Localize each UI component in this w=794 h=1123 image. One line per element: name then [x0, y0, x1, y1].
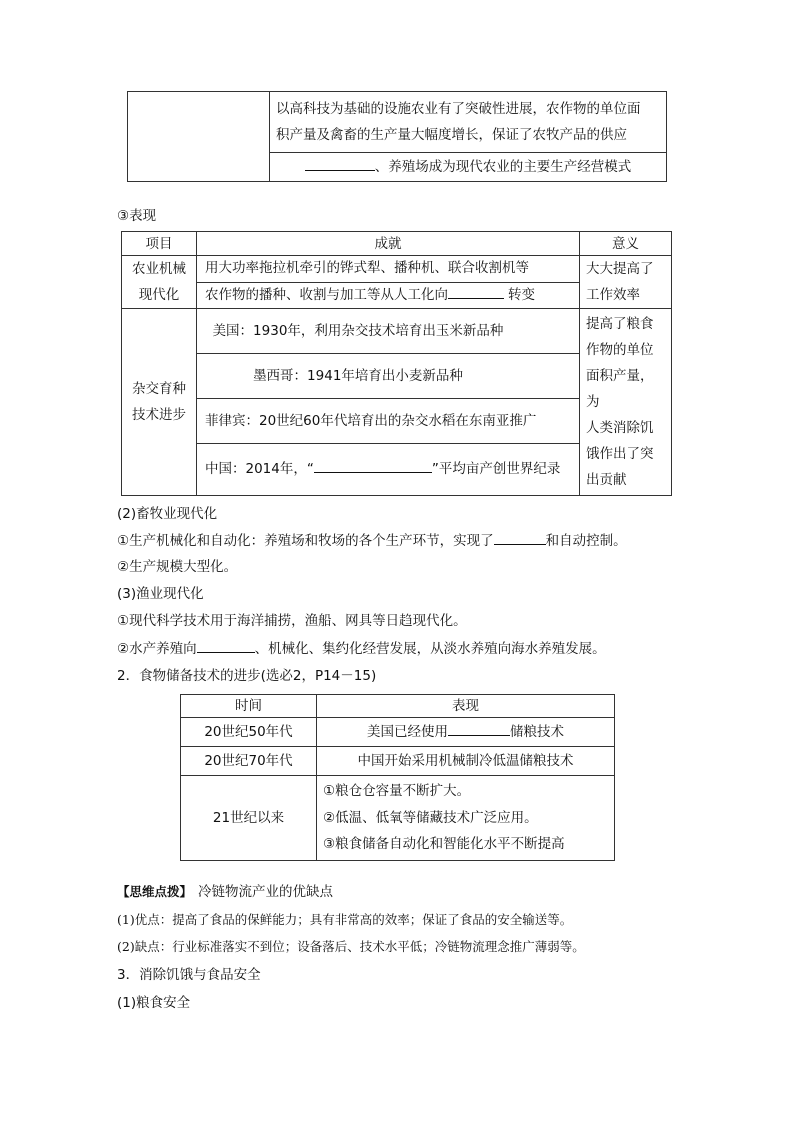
storage-row1-text: 美国已经使用: [367, 724, 448, 740]
header-achievement: 成就: [197, 232, 580, 256]
meaning-hybrid-line1: 提高了粮食: [586, 316, 654, 332]
livestock-point-2: ②生产规模大型化。: [117, 559, 238, 575]
meaning-hybrid-line4: 人类消除饥: [586, 420, 654, 436]
thinking-tip-disadvantages: (2)缺点：行业标准落实不到位；设备落后、技术水平低；冷链物流理念推广薄弱等。: [117, 939, 585, 954]
answer-blank: [305, 156, 375, 171]
achievement-mechanization-2: [197, 282, 580, 309]
fishery-title: (3)渔业现代化: [117, 586, 204, 602]
meaning-mechanization: [580, 256, 672, 309]
meaning-hybrid-line6: 出贡献: [586, 472, 627, 488]
storage-table: [180, 694, 615, 861]
header-item: 项目: [122, 232, 197, 256]
achievement-usa: 美国：1930年，利用杂交技术培育出玉米新品种: [197, 309, 580, 354]
header-meaning: 意义: [580, 232, 672, 256]
top-table-empty-cell: [128, 92, 270, 182]
thinking-tip-label: 【思维点拨】: [117, 884, 193, 899]
top-table-text-cell: [270, 92, 667, 153]
storage-row1-time: 20世纪50年代: [181, 718, 317, 747]
top-table-line2: 积产量及禽畜的生产量大幅度增长，保证了农牧产品的供应: [276, 127, 627, 143]
storage-row1-performance: [317, 718, 615, 747]
answer-blank: [448, 284, 504, 299]
meaning-mechanization-line2: 工作效率: [586, 287, 640, 303]
storage-row2-performance: 中国开始采用机械制冷低温储粮技术: [317, 747, 615, 776]
achievement-mechanization-2-text: 农作物的播种、收割与加工等从人工化向: [205, 286, 448, 303]
achievement-china-text: 中国：2014年，“: [205, 461, 314, 477]
top-table-row2-text: 、养殖场成为现代农业的主要生产经营模式: [374, 159, 632, 175]
item-hybrid-line1: 杂交育种: [132, 381, 186, 397]
item-mechanization: [122, 256, 197, 309]
item-hybrid-breeding: [122, 309, 197, 496]
grain-security-title: (1)粮食安全: [117, 995, 191, 1011]
livestock-point-1: [117, 530, 627, 551]
section-heading-storage-text: 2．食物储备技术的进步(选必2，P14－15): [117, 668, 377, 684]
answer-blank: [197, 638, 255, 653]
thinking-tip-heading: [117, 882, 333, 902]
top-table-blank-cell: [270, 153, 667, 182]
livestock-title: (2)畜牧业现代化: [117, 506, 218, 522]
thinking-tip-advantages: (1)优点：提高了食品的保鲜能力；具有非常高的效率；保证了食品的安全输送等。: [117, 912, 573, 927]
meaning-hybrid-line5: 饿作出了突: [586, 446, 654, 462]
achievement-china: [197, 444, 580, 496]
storage-header-performance: 表现: [317, 695, 615, 718]
achievement-mechanization-1: 用大功率拖拉机牵引的铧式犁、播种机、联合收割机等: [197, 256, 580, 283]
storage-row3-line3: ③粮食储备自动化和智能化水平不断提高: [323, 836, 565, 852]
achievement-mechanization-2-end: 转变: [508, 286, 535, 303]
thinking-tip-title: 冷链物流产业的优缺点: [198, 884, 334, 900]
top-table: [127, 91, 667, 182]
answer-blank: [448, 721, 510, 736]
achievement-china-end: ”平均亩产创世界纪录: [431, 461, 561, 477]
item-hybrid-line2: 技术进步: [132, 407, 186, 423]
achievement-mexico: 墨西哥：1941年培育出小麦新品种: [197, 354, 580, 399]
answer-blank: [494, 530, 546, 545]
livestock-point-1-text: ①生产机械化和自动化：养殖场和牧场的各个生产环节，实现了: [117, 533, 494, 549]
achievement-philippines: 菲律宾：20世纪60年代培育出的杂交水稻在东南亚推广: [197, 399, 580, 444]
storage-row3-line1: ①粮仓仓容量不断扩大。: [323, 783, 471, 799]
storage-row2-time: 20世纪70年代: [181, 747, 317, 776]
fishery-point-2-end: 、机械化、集约化经营发展，从淡水养殖向海水养殖发展。: [254, 641, 606, 657]
performance-table: [121, 231, 672, 496]
storage-row1-end: 储粮技术: [510, 724, 564, 740]
storage-row3-line2: ②低温、低氧等储藏技术广泛应用。: [323, 809, 538, 826]
meaning-hybrid-line2: 作物的单位: [586, 342, 654, 358]
section-heading-performance: ③表现: [117, 208, 157, 224]
fishery-point-1: ①现代科学技术用于海洋捕捞，渔船、网具等日趋现代化。: [117, 613, 467, 629]
meaning-mechanization-line1: 大大提高了: [586, 261, 654, 277]
answer-blank: [314, 458, 432, 473]
storage-header-time: 时间: [181, 695, 317, 718]
meaning-hybrid: [580, 309, 672, 496]
storage-row3-time: 21世纪以来: [181, 776, 317, 861]
section-heading-hunger: 3．消除饥饿与食品安全: [117, 967, 261, 983]
item-mechanization-line1: 农业机械: [132, 261, 186, 277]
section-heading-storage: [117, 666, 376, 686]
fishery-point-2: [117, 638, 606, 659]
meaning-hybrid-line3: 面积产量，为: [586, 368, 654, 410]
livestock-point-1-end: 和自动控制。: [545, 533, 627, 549]
item-mechanization-line2: 现代化: [138, 287, 180, 303]
top-table-line1: 以高科技为基础的设施农业有了突破性进展，农作物的单位面: [276, 101, 641, 117]
storage-row3-performance: [317, 776, 615, 861]
fishery-point-2-text: ②水产养殖向: [117, 641, 197, 657]
